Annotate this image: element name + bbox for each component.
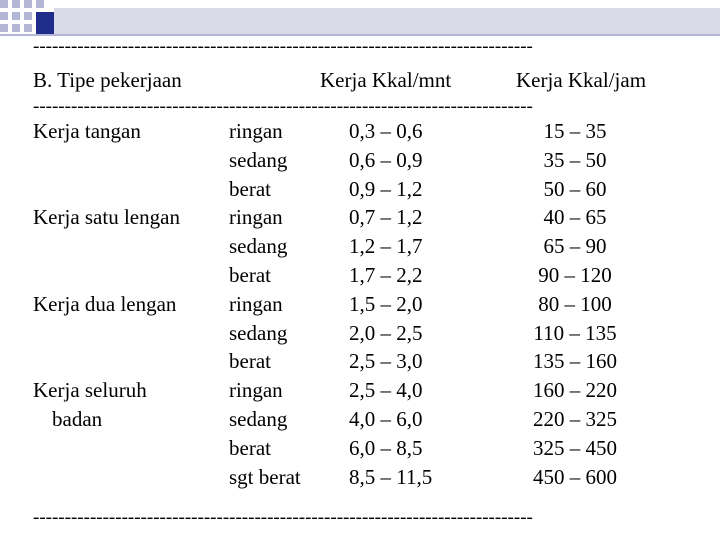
cell-level: ringan (229, 205, 283, 230)
cell-level: berat (229, 176, 271, 201)
cell-level: sedang (229, 320, 288, 345)
cell-kkal-jam: 90 – 120 (538, 263, 612, 287)
cell-kkal-jam: 65 – 90 (543, 234, 607, 259)
cell-level: berat (229, 435, 271, 460)
cell-kkal-jam: 50 – 60 (543, 176, 607, 201)
cell-kkal-mnt: 0,7 – 1,2 (349, 205, 423, 230)
cell-kkal-jam: 15 – 35 (543, 119, 607, 143)
cell-kkal-mnt: 0,6 – 0,9 (349, 147, 423, 172)
cell-work-type: Kerja satu lengan (33, 205, 180, 230)
cell-work-type: Kerja dua lengan (33, 291, 177, 316)
cell-kkal-mnt: 0,3 – 0,6 (349, 119, 423, 143)
cell-work-type: badan (52, 407, 103, 431)
cell-kkal-mnt: 0,9 – 1,2 (349, 176, 423, 201)
bottom-divider: ------------------------------------------------------------------------------- (33, 508, 533, 527)
header-type: B. Tipe pekerjaan (33, 68, 182, 92)
cell-level: ringan (229, 291, 283, 316)
cell-kkal-jam: 325 – 450 (533, 435, 617, 460)
cell-level: sedang (229, 407, 288, 431)
cell-level: ringan (229, 378, 283, 403)
cell-level: ringan (229, 119, 283, 143)
cell-level: sedang (229, 234, 288, 259)
cell-kkal-jam: 40 – 65 (543, 205, 607, 230)
cell-kkal-mnt: 6,0 – 8,5 (349, 435, 423, 460)
slide-decoration (0, 0, 720, 40)
cell-kkal-mnt: 2,5 – 3,0 (349, 349, 423, 374)
cell-kkal-mnt: 4,0 – 6,0 (349, 407, 423, 431)
cell-kkal-jam: 450 – 600 (533, 464, 617, 489)
cell-kkal-jam: 80 – 100 (538, 291, 612, 316)
cell-kkal-mnt: 2,0 – 2,5 (349, 320, 423, 345)
cell-work-type: Kerja tangan (33, 119, 141, 143)
cell-kkal-jam: 135 – 160 (533, 349, 617, 374)
cell-level: berat (229, 349, 271, 374)
cell-work-type: Kerja seluruh (33, 378, 147, 403)
cell-kkal-mnt: 1,2 – 1,7 (349, 234, 423, 259)
cell-level: berat (229, 263, 271, 287)
cell-kkal-mnt: 2,5 – 4,0 (349, 378, 423, 403)
cell-kkal-mnt: 8,5 – 11,5 (349, 464, 433, 489)
cell-kkal-jam: 110 – 135 (533, 320, 617, 345)
header-divider: ------------------------------------------------------------------------------- (33, 97, 533, 116)
cell-kkal-jam: 220 – 325 (533, 407, 617, 431)
top-divider: ------------------------------------------------------------------------------- (33, 37, 533, 56)
cell-level: sedang (229, 147, 288, 172)
cell-kkal-jam: 35 – 50 (543, 147, 607, 172)
cell-kkal-mnt: 1,5 – 2,0 (349, 291, 423, 316)
cell-level: sgt berat (229, 464, 301, 489)
header-kkal-mnt: Kerja Kkal/mnt (320, 68, 452, 92)
cell-kkal-mnt: 1,7 – 2,2 (349, 263, 423, 287)
header-kkal-jam: Kerja Kkal/jam (516, 68, 647, 92)
cell-kkal-jam: 160 – 220 (533, 378, 617, 403)
